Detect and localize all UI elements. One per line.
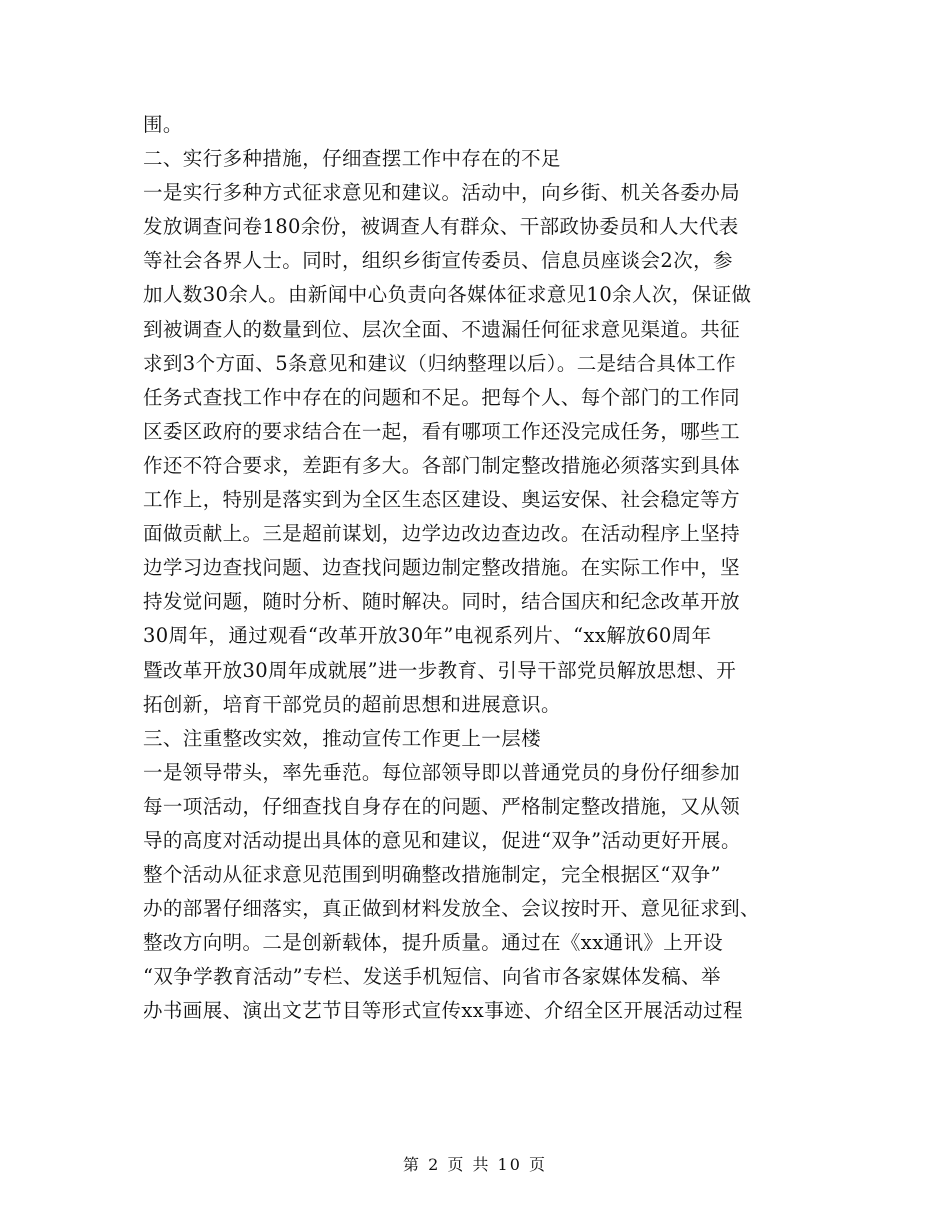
text-line: 求到3个方面、5条意见和建议（归纳整理以后）。二是结合具体工作 bbox=[143, 351, 736, 375]
text-line: 一是领导带头，率先垂范。每位部领导即以普通党员的身份仔细参加 bbox=[143, 760, 741, 784]
text-line: 等社会各界人士。同时，组织乡街宣传委员、信息员座谈会2次，参 bbox=[143, 249, 733, 273]
section-heading: 三、注重整改实效，推动宣传工作更上一层楼 bbox=[143, 726, 542, 750]
text-line: 整个活动从征求意见范围到明确整改措施制定，完全根据区“双争” bbox=[143, 863, 721, 887]
text-line: 每一项活动，仔细查找自身存在的问题、严格制定整改措施，又从领 bbox=[143, 794, 741, 818]
text-line: 发放调查问卷180余份，被调查人有群众、干部政协委员和人大代表 bbox=[143, 215, 739, 239]
text-line: 导的高度对活动提出具体的意见和建议，促进“双争”活动更好开展。 bbox=[143, 828, 741, 852]
text-line: 持发觉问题，随时分析、随时解决。同时，结合国庆和纪念改革开放 bbox=[143, 590, 741, 614]
text-line: 面做贡献上。三是超前谋划，边学边改边查边改。在活动程序上坚持 bbox=[143, 522, 741, 546]
text-line: 拓创新，培育干部党员的超前思想和进展意识。 bbox=[143, 692, 561, 716]
page-number-footer: 第 2 页 共 10 页 bbox=[403, 1155, 547, 1174]
text-line: 加人数30余人。由新闻中心负责向各媒体征求意见10余人次，保证做 bbox=[143, 283, 752, 307]
text-line: 边学习边查找问题、边查找问题边制定整改措施。在实际工作中，坚 bbox=[143, 556, 741, 580]
text-line: 到被调查人的数量到位、层次全面、不遗漏任何征求意见渠道。共征 bbox=[143, 317, 741, 341]
text-line: “双争学教育活动”专栏、发送手机短信、向省市各家媒体发稿、举 bbox=[143, 965, 721, 989]
text-line: 整改方向明。二是创新载体，提升质量。通过在《xx通讯》上开设 bbox=[143, 931, 723, 955]
text-line: 工作上，特别是落实到为全区生态区建设、奥运安保、社会稳定等方 bbox=[143, 488, 741, 512]
text-line: 办书画展、演出文艺节目等形式宣传xx事迹、介绍全区开展活动过程 bbox=[143, 999, 743, 1023]
text-line: 办的部署仔细落实，真正做到材料发放全、会议按时开、意见征求到、 bbox=[143, 897, 760, 921]
text-line: 任务式查找工作中存在的问题和不足。把每个人、每个部门的工作同 bbox=[143, 385, 741, 409]
section-heading: 二、实行多种措施，仔细查摆工作中存在的不足 bbox=[143, 147, 561, 171]
text-line: 作还不符合要求，差距有多大。各部门制定整改措施必须落实到具体 bbox=[143, 453, 741, 477]
document-body bbox=[143, 108, 823, 1029]
text-line: 围。 bbox=[143, 113, 183, 136]
text-line: 区委区政府的要求结合在一起，看有哪项工作还没完成任务，哪些工 bbox=[143, 419, 741, 443]
text-line: 一是实行多种方式征求意见和建议。活动中，向乡街、机关各委办局 bbox=[143, 181, 741, 205]
text-line: 暨改革开放30周年成就展”进一步教育、引导干部党员解放思想、开 bbox=[143, 658, 737, 682]
text-line: 30周年，通过观看“改革开放30年”电视系列片、“xx解放60周年 bbox=[143, 624, 712, 648]
